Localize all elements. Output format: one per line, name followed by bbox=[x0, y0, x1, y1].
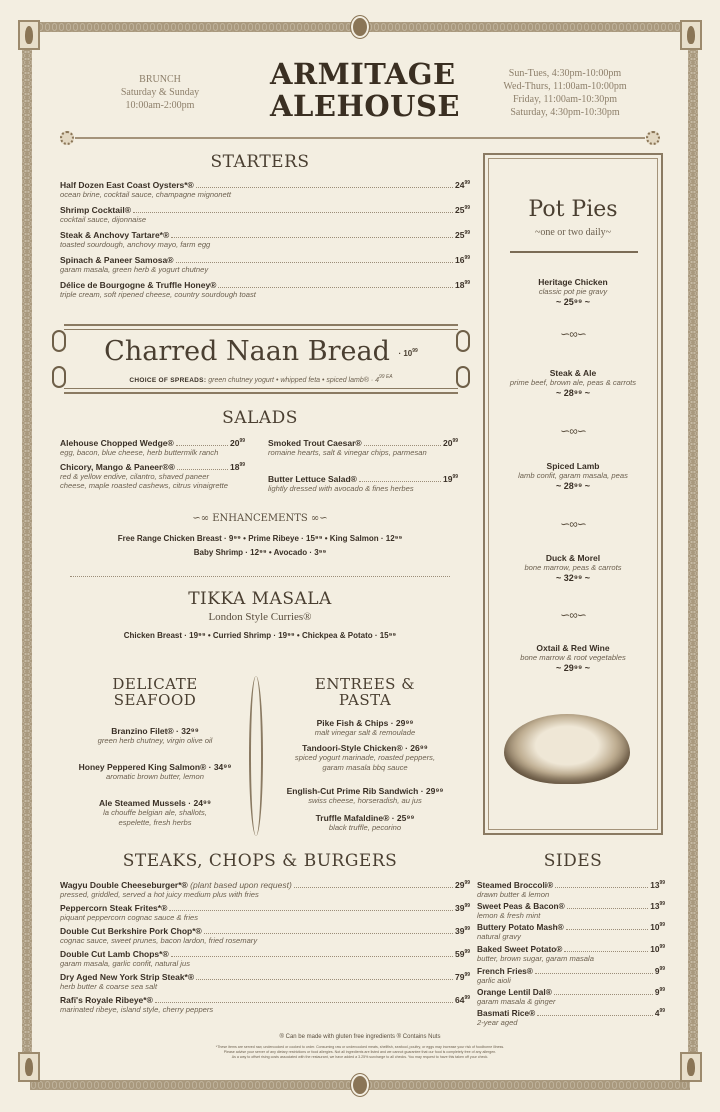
pot-pies-title: Pot Pies bbox=[528, 197, 618, 222]
item-description: lemon & fresh mint bbox=[477, 911, 541, 920]
item-name: Ale Steamed Mussels · 24⁹⁹ bbox=[98, 798, 211, 808]
item-name: Butter Lettuce Salad® bbox=[268, 474, 357, 484]
header-divider bbox=[75, 137, 645, 139]
menu-item bbox=[60, 798, 250, 827]
item-name: Steak & Anchovy Tartare*® bbox=[60, 230, 170, 240]
item-price: $16^{99}$ bbox=[454, 255, 470, 265]
hours-line: Saturday, 4:30pm-10:30pm bbox=[510, 107, 620, 118]
menu-item bbox=[60, 726, 250, 746]
item-description: black truffle, pecorino bbox=[328, 823, 402, 832]
fine-print: *These items are served raw, undercooked or cooked to order. Consuming raw or undercooked meats, shellfish, seafood, poultry, or eggs may increase your risk of foodborne illness. bbox=[215, 1045, 505, 1049]
item-name: Wagyu Double Cheeseburger*® (plant based upon request) bbox=[60, 880, 292, 890]
scroll-ornament-icon: ∽∞ bbox=[192, 513, 213, 524]
menu-item bbox=[60, 230, 470, 249]
item-price: $19^{99}$ bbox=[442, 474, 458, 484]
item-name: Buttery Potato Mash® bbox=[477, 922, 564, 932]
item-description: natural gravy bbox=[477, 932, 521, 941]
menu-item bbox=[60, 995, 470, 1014]
item-name: Double Cut Lamb Chops*® bbox=[60, 949, 169, 959]
scroll-ornament-icon: ∽∞∽ bbox=[560, 517, 586, 531]
item-price: ~ 29⁹⁹ ~ bbox=[555, 662, 591, 673]
item-price: ~ 32⁹⁹ ~ bbox=[555, 572, 591, 583]
menu-item bbox=[265, 786, 465, 806]
menu-item bbox=[477, 1008, 665, 1027]
item-price: $20^{99}$ bbox=[229, 438, 245, 448]
menu-item bbox=[60, 280, 470, 299]
item-price: $64^{99}$ bbox=[454, 995, 470, 1005]
item-description: pressed, griddled, served a hot juicy medium plus with fries bbox=[60, 890, 259, 899]
pineapple-icon bbox=[680, 1052, 702, 1082]
enhancements-line: Free Range Chicken Breast · 9⁹⁹ • Prime Ribeye · 15⁹⁹ • King Salmon · 12⁹⁹ bbox=[117, 534, 403, 543]
menu-item bbox=[60, 180, 470, 199]
naan-title: Charred Naan Bread · $10^{99}$ bbox=[104, 336, 418, 367]
sides-title: SIDES bbox=[543, 851, 603, 871]
item-name: Orange Lentil Dal® bbox=[477, 987, 552, 997]
item-description: aromatic brown butter, lemon bbox=[106, 772, 204, 781]
menu-item bbox=[265, 743, 465, 772]
menu-item bbox=[477, 987, 665, 1006]
tikka-title: TIKKA MASALA bbox=[188, 589, 332, 609]
item-description: garam masala, garlic confit, natural jus bbox=[60, 959, 190, 968]
item-description: toasted sourdough, anchovy mayo, farm egg bbox=[60, 240, 211, 249]
item-price: $24^{99}$ bbox=[454, 180, 470, 190]
pineapple-icon bbox=[680, 20, 702, 50]
salads-title: SALADS bbox=[222, 408, 298, 428]
title-line-1: ARMITAGE bbox=[270, 57, 456, 91]
item-price: $13^{99}$ bbox=[650, 901, 665, 911]
enhancements-title: ∽∞ ENHANCEMENTS ∞∽ bbox=[192, 513, 328, 524]
pot-pie-item bbox=[485, 461, 661, 491]
menu-item bbox=[477, 944, 665, 963]
item-name: French Fries® bbox=[477, 966, 533, 976]
menu-item bbox=[60, 255, 470, 274]
fine-print: Please advise your server of any dietary restrictions or food allergies. Not all ingredients are listed and we cannot guarantee that our food is completely free of any allergen. bbox=[223, 1050, 497, 1054]
item-description: romaine hearts, salt & vinegar chips, parmesan bbox=[268, 448, 427, 457]
pot-pie-item bbox=[485, 553, 661, 583]
item-description: marinated ribeye, island style, cherry peppers bbox=[60, 1005, 214, 1014]
item-name: Délice de Bourgogne & Truffle Honey® bbox=[60, 280, 217, 290]
item-name: Tandoori-Style Chicken® · 26⁹⁹ bbox=[302, 743, 428, 753]
item-description: cocktail sauce, dijonnaise bbox=[60, 215, 147, 224]
item-description: garlic aioli bbox=[477, 976, 511, 985]
menu-item bbox=[477, 922, 665, 941]
menu-item bbox=[477, 880, 665, 899]
item-price: $59^{99}$ bbox=[454, 949, 470, 959]
item-price: $29^{99}$ bbox=[454, 880, 470, 890]
item-description: 2-year aged bbox=[477, 1018, 518, 1027]
brunch-time: 10:00am-2:00pm bbox=[125, 100, 195, 111]
tikka-line: Chicken Breast · 19⁹⁹ • Curried Shrimp · 19⁹⁹ • Chickpea & Potato · 15⁹⁹ bbox=[123, 631, 397, 640]
pot-pie-item bbox=[485, 643, 661, 673]
item-name: Spinach & Paneer Samosa® bbox=[60, 255, 174, 265]
rosette-icon bbox=[646, 131, 660, 145]
menu-item bbox=[477, 901, 665, 920]
item-name: Double Cut Berkshire Pork Chop*® bbox=[60, 926, 202, 936]
item-name: Alehouse Chopped Wedge® bbox=[60, 438, 174, 448]
item-price: $39^{99}$ bbox=[454, 926, 470, 936]
item-description: butter, brown sugar, garam masala bbox=[477, 954, 594, 963]
dietary-legend: ® Can be made with gluten free ingredients ® Contains Nuts bbox=[279, 1034, 441, 1040]
item-description: ocean brine, cocktail sauce, champagne mignonett bbox=[60, 190, 231, 199]
item-price: ~ 28⁹⁹ ~ bbox=[555, 387, 591, 398]
item-price: $20^{99}$ bbox=[442, 438, 458, 448]
menu-item bbox=[268, 438, 458, 457]
item-name: Chicory, Mango & Paneer®® bbox=[60, 462, 175, 472]
item-price: $4^{99}$ bbox=[654, 1008, 665, 1018]
fine-print: As a way to offset rising costs associated with the restaurant, we have added a 3.25% surcharge to all checks. You may request to have this taken off your check. bbox=[231, 1055, 489, 1059]
item-name: Basmati Rice® bbox=[477, 1008, 536, 1018]
item-price: $9^{99}$ bbox=[654, 966, 665, 976]
item-description: garam masala bbq sauce bbox=[322, 762, 408, 772]
rosette-icon bbox=[60, 131, 74, 145]
scroll-ornament-icon: ∽∞∽ bbox=[560, 327, 586, 341]
steaks-title: STEAKS, CHOPS & BURGERS bbox=[122, 851, 398, 871]
title-line-2: ALEHOUSE bbox=[270, 89, 460, 123]
item-name: Half Dozen East Coast Oysters*® bbox=[60, 180, 194, 190]
opening-hours bbox=[480, 67, 650, 119]
item-name: Peppercorn Steak Frites*® bbox=[60, 903, 168, 913]
pineapple-icon bbox=[18, 20, 40, 50]
item-name: Steamed Broccoli® bbox=[477, 880, 554, 890]
pot-pie-illustration bbox=[504, 714, 630, 784]
menu-item bbox=[60, 972, 470, 991]
item-name: Pike Fish & Chips · 29⁹⁹ bbox=[316, 718, 414, 728]
menu-item bbox=[60, 462, 245, 490]
menu-item bbox=[60, 880, 470, 899]
starters-title: STARTERS bbox=[210, 152, 310, 172]
item-description: triple cream, soft ripened cheese, country sourdough toast bbox=[60, 290, 256, 299]
pot-pies-divider bbox=[510, 251, 638, 253]
item-description: piquant peppercorn cognac sauce & fries bbox=[60, 913, 199, 922]
pot-pie-item bbox=[485, 368, 661, 398]
menu-item bbox=[265, 813, 465, 833]
item-description: herb butter & coarse sea salt bbox=[60, 982, 158, 991]
pineapple-icon bbox=[18, 1052, 40, 1082]
item-name: Honey Peppered King Salmon® · 34⁹⁹ bbox=[78, 762, 232, 772]
flourish-icon bbox=[456, 366, 470, 388]
menu-item bbox=[268, 474, 458, 493]
section-divider bbox=[70, 576, 450, 577]
right-border-ornament bbox=[688, 38, 698, 1080]
item-price: $25^{99}$ bbox=[454, 205, 470, 215]
menu-item bbox=[60, 903, 470, 922]
enhancements-line: Baby Shrimp · 12⁹⁹ • Avocado · 3⁹⁹ bbox=[193, 548, 327, 557]
brunch-days: Saturday & Sunday bbox=[120, 87, 200, 98]
item-price: $10^{99}$ bbox=[650, 944, 665, 954]
item-name: Steak & Ale bbox=[549, 368, 597, 378]
item-description: spiced yogurt marinade, roasted peppers, bbox=[294, 753, 436, 762]
item-price: $18^{99}$ bbox=[454, 280, 470, 290]
item-name: Branzino Filet® · 32⁹⁹ bbox=[111, 726, 199, 736]
pot-pies-subtitle: ~one or two daily~ bbox=[534, 227, 612, 238]
item-description: garam masala & ginger bbox=[477, 997, 556, 1006]
naan-spreads: CHOICE OF SPREADS: green chutney yogurt • whipped feta • spiced lamb® · $4^{99 EA}$ bbox=[129, 374, 393, 384]
item-price: $79^{99}$ bbox=[454, 972, 470, 982]
item-description: espelette, fresh herbs bbox=[118, 817, 192, 827]
item-name: Truffle Mafaldine® · 25⁹⁹ bbox=[315, 813, 415, 823]
item-description: lamb confit, garam masala, peas bbox=[518, 471, 628, 480]
item-name: Heritage Chicken bbox=[538, 277, 608, 287]
seafood-title: DELICATE SEAFOOD bbox=[112, 675, 198, 709]
item-name: Baked Sweet Potato® bbox=[477, 944, 563, 954]
item-name: Rafi's Royale Ribeye*® bbox=[60, 995, 153, 1005]
item-description: la chouffe belgian ale, shallots, bbox=[103, 808, 207, 817]
item-description: drawn butter & lemon bbox=[477, 890, 550, 899]
item-description: bone marrow & root vegetables bbox=[520, 653, 626, 662]
medallion-icon bbox=[351, 16, 369, 38]
hours-line: Sun-Tues, 4:30pm-10:00pm bbox=[508, 68, 622, 79]
pot-pie-item bbox=[485, 277, 661, 307]
item-name: English-Cut Prime Rib Sandwich · 29⁹⁹ bbox=[286, 786, 444, 796]
item-price: ~ 25⁹⁹ ~ bbox=[555, 296, 591, 307]
scroll-ornament-icon: ∽∞∽ bbox=[560, 608, 586, 622]
menu-item bbox=[60, 949, 470, 968]
item-description: swiss cheese, horseradish, au jus bbox=[308, 796, 422, 805]
menu-item bbox=[60, 205, 470, 224]
restaurant-title bbox=[270, 57, 460, 123]
item-description: cheese, maple roasted cashews, citrus vinaigrette bbox=[60, 481, 228, 490]
hours-line: Wed-Thurs, 11:00am-10:00pm bbox=[503, 81, 627, 92]
brunch-hours bbox=[100, 73, 220, 112]
item-description: cognac sauce, sweet prunes, bacon lardon, fried rosemary bbox=[60, 936, 258, 945]
item-name: Oxtail & Red Wine bbox=[536, 643, 610, 653]
menu-item bbox=[477, 966, 665, 985]
item-price: $39^{99}$ bbox=[454, 903, 470, 913]
menu-item bbox=[60, 762, 250, 782]
item-description: classic pot pie gravy bbox=[538, 287, 608, 296]
item-description: egg, bacon, blue cheese, herb buttermilk ranch bbox=[60, 448, 219, 457]
naan-banner bbox=[64, 324, 458, 394]
brunch-label: BRUNCH bbox=[139, 74, 181, 85]
item-description: lightly dressed with avocado & fines herbes bbox=[268, 484, 414, 493]
menu-item bbox=[60, 438, 245, 457]
item-description: green herb chutney, virgin olive oil bbox=[97, 736, 213, 745]
scroll-ornament-icon: ∞∽ bbox=[307, 513, 328, 524]
hours-line: Friday, 11:00am-10:30pm bbox=[513, 94, 617, 105]
item-name: Sweet Peas & Bacon® bbox=[477, 901, 565, 911]
item-price: $25^{99}$ bbox=[454, 230, 470, 240]
menu-item bbox=[60, 926, 470, 945]
scroll-ornament-icon: ∽∞∽ bbox=[560, 424, 586, 438]
item-description: prime beef, brown ale, peas & carrots bbox=[509, 378, 637, 387]
medallion-icon bbox=[351, 1074, 369, 1096]
item-price: $10^{99}$ bbox=[650, 922, 665, 932]
item-name: Spiced Lamb bbox=[546, 461, 600, 471]
flourish-icon bbox=[456, 330, 470, 352]
item-price: ~ 28⁹⁹ ~ bbox=[555, 480, 591, 491]
item-description: malt vinegar salt & remoulade bbox=[314, 728, 416, 737]
tikka-subtitle: London Style Curries® bbox=[208, 611, 312, 623]
item-description: garam masala, green herb & yogurt chutney bbox=[60, 265, 209, 274]
item-price: $13^{99}$ bbox=[650, 880, 665, 890]
item-name: Shrimp Cocktail® bbox=[60, 205, 131, 215]
menu-item bbox=[265, 718, 465, 738]
item-name: Duck & Morel bbox=[545, 553, 601, 563]
item-name: Dry Aged New York Strip Steak*® bbox=[60, 972, 195, 982]
item-price: $18^{99}$ bbox=[229, 462, 245, 472]
item-description: bone marrow, peas & carrots bbox=[524, 563, 622, 572]
entrees-title: ENTREES & PASTA bbox=[314, 675, 416, 709]
item-name: Smoked Trout Caesar® bbox=[268, 438, 362, 448]
left-border-ornament bbox=[22, 38, 32, 1080]
item-price: $9^{99}$ bbox=[654, 987, 665, 997]
item-description: red & yellow endive, cilantro, shaved paneer bbox=[60, 472, 210, 481]
column-divider-ornament bbox=[249, 676, 263, 836]
